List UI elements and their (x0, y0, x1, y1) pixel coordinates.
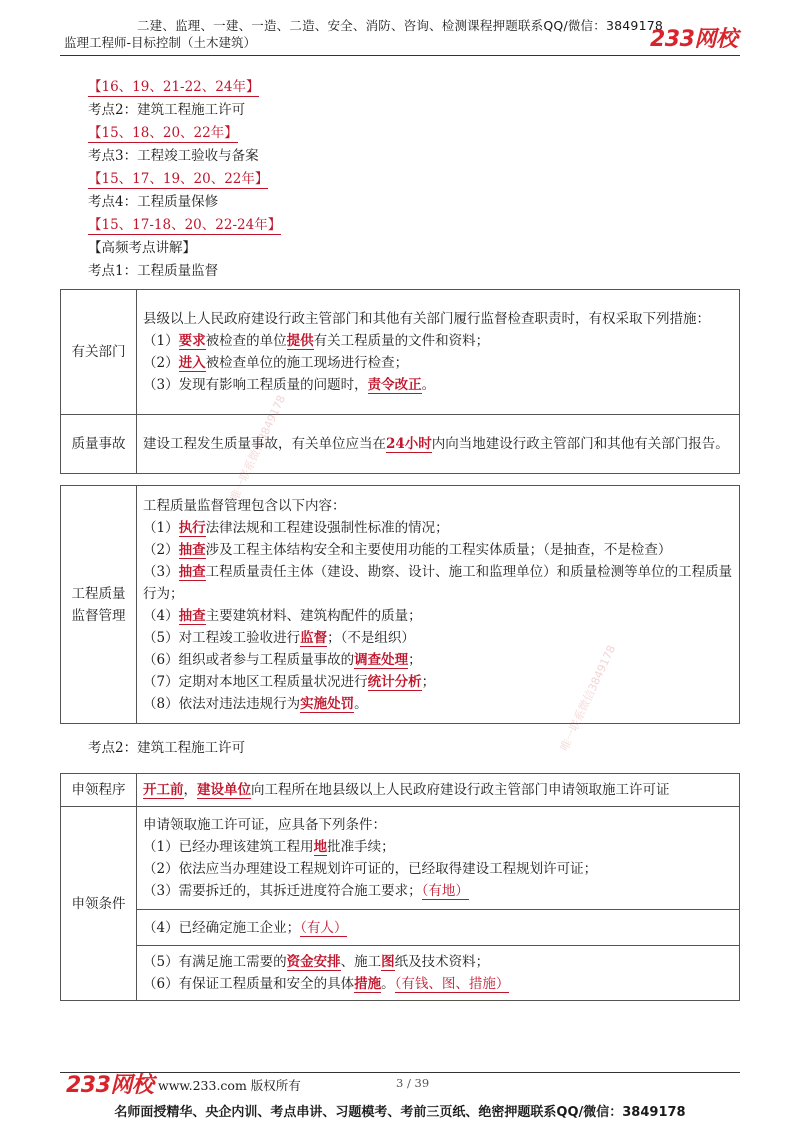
key-point-heading: 考点4：工程质量保修 (88, 194, 219, 210)
row-label: 申领条件 (61, 807, 137, 1001)
table-row (61, 290, 740, 415)
header-contact-line: 二建、监理、一建、一造、二造、安全、消防、咨询、检测课程押题联系QQ/微信：3849178 (136, 18, 664, 33)
section-heading: 【高频考点讲解】 (88, 240, 196, 256)
table-row (61, 807, 740, 910)
row-content: 建设工程发生质量事故，有关单位应当在24小时内向当地建设行政主管部门和其他有关部门报告。 (137, 415, 740, 474)
key-point-heading: 考点2：建筑工程施工许可 (88, 102, 246, 118)
row-content: 开工前，建设单位向工程所在地县级以上人民政府建设行政主管部门申请领取施工许可证 (137, 774, 740, 807)
table-row (61, 486, 740, 724)
footer-divider (60, 1072, 740, 1073)
years-tag: 【15、18、20、22年】 (88, 125, 238, 141)
table-row (61, 774, 740, 807)
key-point-heading: 考点3：工程竣工验收与备案 (88, 148, 259, 164)
page-number: 3 / 39 (396, 1076, 430, 1090)
footer-site-link[interactable]: www.233.com 版权所有 (158, 1078, 301, 1093)
table-row (61, 946, 740, 1001)
years-tag: 【15、17-18、20、22-24年】 (88, 217, 282, 233)
row-content: 工程质量监督管理包含以下内容： （1）执行法律法规和工程建设强制性标准的情况； （2）抽查涉及工程主体结构安全和主要使用功能的工程实体质量；（是抽查，不是检查） （3）抽查工程质量责任主体（建设、勘察、设计、施工和监理单位）和质量检测等单位的工程质量行为； （4）抽查主要建筑材料、建筑构配件的质量； （5）对工程竣工验收进行监督；（不是组织） （6）组织或者参与工程质量事故的调查处理； （7）定期对本地区工程质量状况进行统计分析； （8）依法对违法违规行为实施处罚。 (137, 486, 740, 724)
quality-supervision-table (60, 485, 740, 724)
row-content: 县级以上人民政府建设行政主管部门和其他有关部门履行监督检查职责时，有权采取下列措施： （1）要求被检查的单位提供有关工程质量的文件和资料； （2）进入被检查单位的施工现场进行检查； （3）发现有影响工程质量的问题时，责令改正。 (137, 290, 740, 415)
row-label: 申领程序 (61, 774, 137, 807)
footer-logo: 233网校 (66, 1073, 154, 1098)
construction-permit-table (60, 773, 740, 1001)
brand-logo: 233网校 (650, 27, 738, 52)
key-point-heading: 考点1：工程质量监督 (88, 263, 219, 279)
table-row (61, 910, 740, 946)
row-content: （4）已经确定施工企业；（有人） (137, 910, 740, 946)
row-label: 质量事故 (61, 415, 137, 474)
watermark-text: 唯一联系微信3849178 (227, 393, 289, 504)
row-content: （5）有满足施工需要的资金安排、施工图纸及技术资料； （6）有保证工程质量和安全的具体措施。（有钱、图、措施） (137, 946, 740, 1001)
years-tag: 【16、19、21-22、24年】 (88, 79, 260, 95)
header-divider (60, 55, 740, 56)
row-content: 申请领取施工许可证，应具备下列条件： （1）已经办理该建筑工程用地批准手续； （2）依法应当办理建设工程规划许可证的，已经取得建设工程规划许可证； （3）需要拆迁的，其拆迁进度符合施工要求；（有地） (137, 807, 740, 910)
watermark-text: 唯一联系微信3849178 (557, 643, 619, 754)
row-label: 有关部门 (61, 290, 137, 415)
row-label: 工程质量 监督管理 (61, 486, 137, 724)
table-row (61, 415, 740, 474)
document-subtitle: 监理工程师-目标控制（土木建筑） (64, 35, 257, 50)
years-tag: 【15、17、19、20、22年】 (88, 171, 269, 187)
footer-contact-line: 名师面授精华、央企内训、考点串讲、习题模考、考前三页纸、绝密押题联系QQ/微信：3849178 (114, 1105, 686, 1120)
supervision-table (60, 289, 740, 474)
key-point-heading: 考点2：建筑工程施工许可 (88, 740, 246, 756)
